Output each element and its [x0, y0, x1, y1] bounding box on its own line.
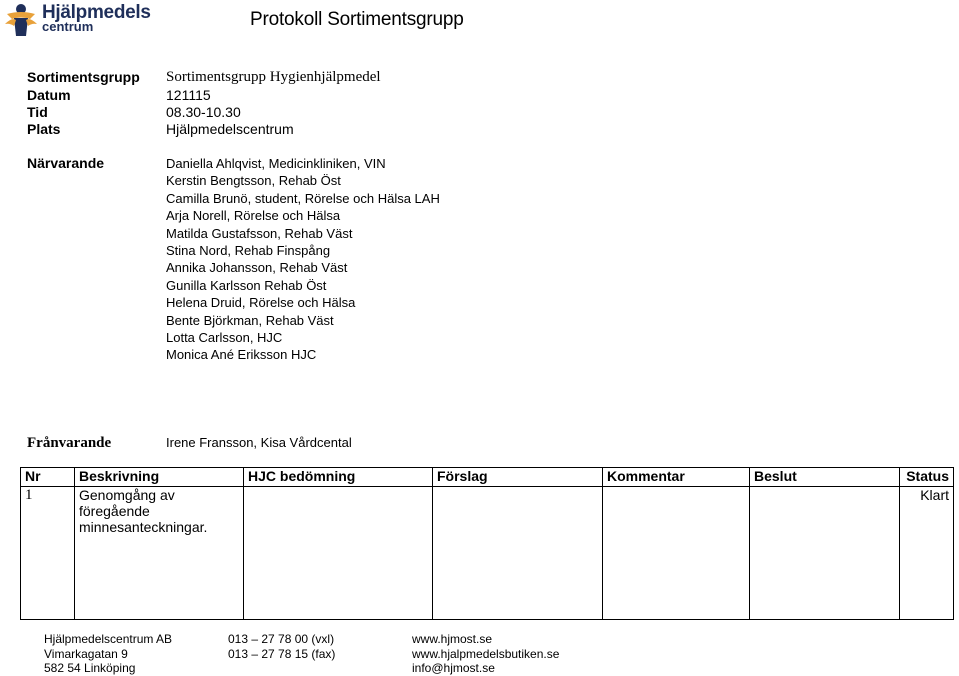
cell-status: Klart — [900, 487, 954, 620]
footer-phone-switchboard: 013 – 27 78 00 (vxl) — [228, 632, 335, 646]
attendees-list — [166, 155, 440, 364]
attendees-label: Närvarande — [27, 155, 105, 171]
time-label: Tid — [27, 104, 48, 120]
logo — [0, 0, 160, 40]
attendee: Lotta Carlsson, HJC — [166, 330, 283, 346]
cell-comment — [603, 487, 750, 620]
time-value: 08.30-10.30 — [166, 104, 241, 120]
attendee: Arja Norell, Rörelse och Hälsa — [166, 208, 341, 224]
attendee: Matilda Gustafsson, Rehab Väst — [166, 225, 353, 241]
footer-website-link[interactable]: www.hjmost.se — [412, 632, 493, 646]
attendee: Kerstin Bengtsson, Rehab Öst — [166, 173, 341, 189]
col-header-proposal: Förslag — [433, 468, 603, 487]
col-header-assessment: HJC bedömning — [244, 468, 433, 487]
attendee: Helena Druid, Rörelse och Hälsa — [166, 295, 356, 311]
attendee: Bente Björkman, Rehab Väst — [166, 312, 334, 328]
attendee: Stina Nord, Rehab Finspång — [166, 243, 331, 259]
cell-proposal — [433, 487, 603, 620]
cell-description: Genomgång av föregående minnesanteckningar. — [75, 487, 244, 620]
footer-shop-link[interactable]: www.hjalpmedelsbutiken.se — [412, 646, 560, 661]
logo-text-line2: centrum — [42, 19, 94, 34]
col-header-nr: Nr — [21, 468, 75, 487]
logo-figure-icon — [2, 2, 40, 38]
attendee: Monica Ané Eriksson HJC — [166, 347, 317, 363]
table-row — [21, 487, 954, 620]
cell-decision — [750, 487, 900, 620]
logo-text-line1: Hjälpmedels — [42, 2, 151, 23]
col-header-comment: Kommentar — [603, 468, 750, 487]
attendee: Annika Johansson, Rehab Väst — [166, 260, 348, 276]
place-value: Hjälpmedelscentrum — [166, 121, 294, 137]
footer-phone-fax: 013 – 27 78 15 (fax) — [228, 646, 336, 661]
footer-address — [44, 632, 172, 676]
date-label: Datum — [27, 87, 71, 103]
footer-phone — [228, 632, 335, 661]
table-header-row — [21, 468, 954, 487]
attendee: Gunilla Karlsson Rehab Öst — [166, 277, 327, 293]
footer-company: Hjälpmedelscentrum AB — [44, 632, 173, 646]
col-header-decision: Beslut — [750, 468, 900, 487]
group-label: Sortimentsgrupp — [27, 69, 140, 85]
place-label: Plats — [27, 121, 61, 137]
col-header-status: Status — [900, 468, 954, 487]
date-value: 121115 — [166, 87, 211, 103]
cell-assessment — [244, 487, 433, 620]
col-header-description: Beskrivning — [75, 468, 244, 487]
footer-city: 582 54 Linköping — [44, 661, 136, 675]
footer-web — [412, 632, 559, 676]
group-value: Sortimentsgrupp Hygienhjälpmedel — [166, 69, 381, 85]
agenda-table — [20, 467, 954, 620]
attendee: Daniella Ahlqvist, Medicinkliniken, VIN — [166, 156, 386, 171]
footer-street: Vimarkagatan 9 — [44, 646, 128, 661]
footer-email-link[interactable]: info@hjmost.se — [412, 661, 495, 675]
page-title: Protokoll Sortimentsgrupp — [250, 9, 464, 30]
attendee: Camilla Brunö, student, Rörelse och Hälsa LAH — [166, 190, 440, 206]
cell-nr: 1 — [21, 487, 75, 620]
absent-value: Irene Fransson, Kisa Vårdcental — [166, 435, 352, 450]
absent-label: Frånvarande — [27, 435, 112, 451]
